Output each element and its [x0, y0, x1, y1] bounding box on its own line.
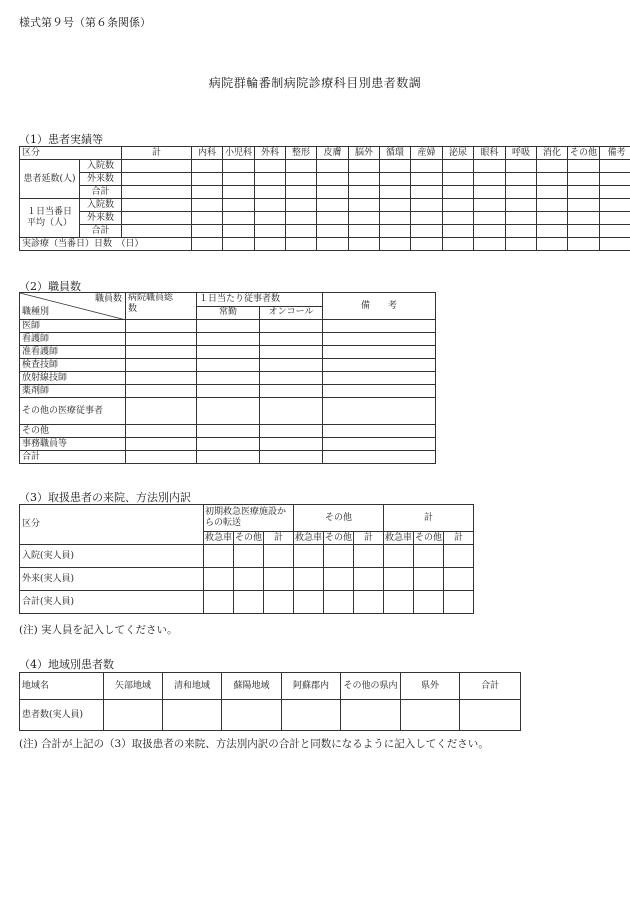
cell[interactable] [264, 568, 294, 591]
cell[interactable] [222, 700, 282, 731]
cell[interactable] [126, 451, 197, 464]
cell[interactable] [282, 700, 341, 731]
cell[interactable] [324, 591, 354, 614]
cell[interactable] [506, 212, 537, 225]
s2-row [20, 359, 436, 372]
s4-col: 清和地域 [163, 673, 222, 700]
cell[interactable] [223, 186, 255, 199]
s1-row [20, 199, 630, 212]
cell[interactable] [204, 545, 234, 568]
cell[interactable] [411, 186, 443, 199]
cell[interactable] [323, 438, 436, 451]
cell[interactable] [126, 385, 197, 398]
s4-col: 合計 [460, 673, 521, 700]
s3-row [20, 545, 474, 568]
cell[interactable] [411, 199, 443, 212]
s3-subcol: 救急車 [295, 532, 323, 543]
cell[interactable] [537, 186, 568, 199]
s2-diag-bottom: 職種別 [22, 307, 50, 317]
s3-group-a: 初期救急医療施設からの転送 [204, 505, 294, 532]
cell[interactable] [411, 212, 443, 225]
cell[interactable] [324, 545, 354, 568]
s2-diagonal-header [20, 293, 126, 320]
s4-note: (注) 合計が上記の（3）取扱患者の来院、方法別内訳の合計と同数になるように記入してください。 [19, 738, 489, 750]
s1-last-row-label: 実診療（当番日）日数 （日） [20, 238, 192, 251]
cell[interactable] [349, 199, 380, 212]
s1-last-row [20, 238, 630, 251]
cell[interactable] [354, 591, 384, 614]
cell[interactable] [384, 591, 414, 614]
cell[interactable] [192, 186, 223, 199]
cell[interactable] [126, 320, 197, 333]
s2-row [20, 451, 436, 464]
s3-subcol: 計 [264, 532, 294, 545]
s2-row-label: 准看護師 [20, 346, 126, 359]
s2-row [20, 372, 436, 385]
s2-diag-top: 職員数 [94, 294, 122, 304]
s2-row-label: その他 [20, 425, 126, 438]
cell[interactable] [255, 160, 286, 173]
cell[interactable] [537, 238, 568, 251]
cell[interactable] [255, 173, 286, 186]
cell[interactable] [443, 212, 474, 225]
cell[interactable] [192, 199, 223, 212]
staff-count-table [19, 292, 436, 464]
cell[interactable] [460, 700, 521, 731]
cell[interactable] [286, 186, 317, 199]
cell[interactable] [349, 160, 380, 173]
cell[interactable] [264, 545, 294, 568]
s1-group2-label [20, 199, 80, 238]
cell[interactable] [600, 160, 630, 173]
cell[interactable] [401, 700, 460, 731]
s2-col-oncall: オンコール [260, 306, 323, 320]
s1-col: 皮膚 [317, 147, 349, 160]
cell[interactable] [317, 199, 349, 212]
section3-heading: （3）取扱患者の来院、方法別内訳 [19, 491, 191, 504]
cell[interactable] [260, 346, 323, 359]
s4-col: 県外 [401, 673, 460, 700]
cell[interactable] [197, 438, 260, 451]
s1-header-row [20, 147, 630, 160]
cell[interactable] [126, 425, 197, 438]
cell[interactable] [354, 545, 384, 568]
cell[interactable] [414, 591, 444, 614]
cell[interactable] [323, 425, 436, 438]
cell[interactable] [474, 225, 506, 238]
cell[interactable] [317, 238, 349, 251]
s1-group2-label-line2: 平均（人） [26, 218, 72, 228]
cell[interactable] [286, 160, 317, 173]
cell[interactable] [600, 212, 630, 225]
s2-col-remarks: 備 考 [323, 293, 436, 320]
s3-row [20, 591, 474, 614]
cell[interactable] [474, 186, 506, 199]
cell[interactable] [192, 238, 223, 251]
cell[interactable] [414, 545, 444, 568]
cell[interactable] [380, 186, 411, 199]
cell[interactable] [255, 238, 286, 251]
s2-col-hospital-line1: 病院職員総 [128, 293, 174, 303]
cell[interactable] [104, 700, 163, 731]
s1-col: 計 [122, 147, 192, 160]
cell[interactable] [600, 186, 630, 199]
s2-row-label: 看護師 [20, 333, 126, 346]
s2-row [20, 425, 436, 438]
cell[interactable] [223, 199, 255, 212]
cell[interactable] [443, 238, 474, 251]
s3-col-kubun: 区分 [20, 505, 204, 545]
cell[interactable] [126, 333, 197, 346]
s2-row [20, 320, 436, 333]
s1-group1-label: 患者延数(人) [20, 160, 80, 199]
s2-col-hospital-line2: 数 [128, 304, 138, 314]
cell[interactable] [384, 545, 414, 568]
cell[interactable] [380, 199, 411, 212]
cell[interactable] [506, 160, 537, 173]
s2-row-label: 放射線技師 [20, 372, 126, 385]
s1-sub-label: 入院数 [80, 160, 122, 173]
cell[interactable] [122, 225, 192, 238]
cell[interactable] [317, 212, 349, 225]
cell[interactable] [600, 225, 630, 238]
cell[interactable] [380, 238, 411, 251]
cell[interactable] [414, 568, 444, 591]
cell[interactable] [380, 160, 411, 173]
s3-row-label: 入院(実人員) [20, 545, 204, 568]
s1-col: 循環 [380, 147, 411, 160]
cell[interactable] [474, 238, 506, 251]
cell[interactable] [444, 568, 474, 591]
cell[interactable] [260, 372, 323, 385]
cell[interactable] [380, 173, 411, 186]
cell[interactable] [568, 212, 600, 225]
cell[interactable] [126, 346, 197, 359]
cell[interactable] [197, 425, 260, 438]
s3-subcol: 救急車 [205, 532, 233, 543]
cell[interactable] [411, 225, 443, 238]
document-title: 病院群輪番制病院診療科目別患者数調 [208, 76, 422, 90]
s1-row [20, 160, 630, 173]
cell[interactable] [260, 333, 323, 346]
cell[interactable] [506, 225, 537, 238]
cell[interactable] [506, 173, 537, 186]
cell[interactable] [264, 591, 294, 614]
cell[interactable] [197, 385, 260, 398]
cell[interactable] [474, 199, 506, 212]
cell[interactable] [223, 238, 255, 251]
s2-row-label: 事務職員等 [20, 438, 126, 451]
cell[interactable] [600, 238, 630, 251]
cell[interactable] [568, 160, 600, 173]
s1-sub-label: 合計 [80, 186, 122, 199]
s1-col: 泌尿 [443, 147, 474, 160]
cell[interactable] [537, 212, 568, 225]
s1-col: 脳外 [349, 147, 380, 160]
s1-col-kubun: 区分 [20, 147, 122, 160]
cell[interactable] [197, 359, 260, 372]
cell[interactable] [192, 225, 223, 238]
form-number: 様式第９号（第６条関係） [19, 16, 151, 29]
patient-results-table [19, 146, 630, 251]
cell[interactable] [380, 212, 411, 225]
cell[interactable] [126, 438, 197, 451]
cell[interactable] [537, 160, 568, 173]
s3-row-label: 合計(実人員) [20, 591, 204, 614]
s4-col: 阿蘇郡内 [282, 673, 341, 700]
cell[interactable] [443, 160, 474, 173]
cell[interactable] [600, 173, 630, 186]
s3-subcol: その他 [325, 532, 353, 543]
s2-row-label: 合計 [20, 451, 126, 464]
cell[interactable] [126, 359, 197, 372]
s2-row-label: 薬剤師 [20, 385, 126, 398]
cell[interactable] [234, 568, 264, 591]
s2-row [20, 333, 436, 346]
cell[interactable] [122, 186, 192, 199]
s1-col: 外科 [255, 147, 286, 160]
s1-col: 呼吸 [506, 147, 537, 160]
s2-col-hospital [126, 293, 197, 320]
cell[interactable] [192, 212, 223, 225]
cell[interactable] [223, 173, 255, 186]
cell[interactable] [122, 212, 192, 225]
s1-col: 整形 [286, 147, 317, 160]
cell[interactable] [255, 225, 286, 238]
cell[interactable] [568, 238, 600, 251]
s3-subcol: 計 [354, 532, 384, 545]
cell[interactable] [568, 173, 600, 186]
cell[interactable] [122, 173, 192, 186]
cell[interactable] [294, 568, 324, 591]
cell[interactable] [223, 212, 255, 225]
s2-row [20, 438, 436, 451]
cell[interactable] [126, 372, 197, 385]
cell[interactable] [317, 225, 349, 238]
s4-row [20, 700, 521, 731]
cell[interactable] [349, 225, 380, 238]
cell[interactable] [349, 212, 380, 225]
s1-col: 消化 [537, 147, 568, 160]
cell[interactable] [163, 700, 222, 731]
s4-col: 蘇陽地域 [222, 673, 282, 700]
cell[interactable] [568, 225, 600, 238]
s1-sub-label: 入院数 [80, 199, 122, 212]
cell[interactable] [324, 568, 354, 591]
cell[interactable] [204, 591, 234, 614]
cell[interactable] [317, 186, 349, 199]
admission-method-table [19, 504, 474, 614]
cell[interactable] [317, 160, 349, 173]
s2-header-row1 [20, 293, 436, 307]
s1-col: その他 [568, 147, 600, 160]
cell[interactable] [537, 199, 568, 212]
s3-subcol: 計 [444, 532, 474, 545]
regional-patients-table [19, 672, 521, 731]
cell[interactable] [349, 173, 380, 186]
cell[interactable] [443, 173, 474, 186]
s1-col: 産婦 [411, 147, 443, 160]
cell[interactable] [260, 398, 323, 425]
cell[interactable] [444, 545, 474, 568]
s2-row-label: 医師 [20, 320, 126, 333]
cell[interactable] [197, 320, 260, 333]
cell[interactable] [294, 545, 324, 568]
cell[interactable] [286, 199, 317, 212]
cell[interactable] [443, 225, 474, 238]
s2-row-label: 検査技師 [20, 359, 126, 372]
cell[interactable] [568, 186, 600, 199]
cell[interactable] [286, 238, 317, 251]
s3-subcol: その他 [235, 532, 263, 543]
cell[interactable] [380, 225, 411, 238]
s4-col: 矢部地域 [104, 673, 163, 700]
s4-col: その他の県内 [341, 673, 401, 700]
cell[interactable] [600, 199, 630, 212]
s3-subcol: 救急車 [385, 532, 413, 543]
cell[interactable] [349, 238, 380, 251]
cell[interactable] [286, 173, 317, 186]
s1-group2-label-line1: １日当番日 [26, 207, 72, 217]
s3-header-row1 [20, 505, 474, 532]
cell[interactable] [568, 199, 600, 212]
cell[interactable] [411, 238, 443, 251]
cell[interactable] [384, 568, 414, 591]
cell[interactable] [197, 372, 260, 385]
s1-row [20, 212, 630, 225]
s4-header-label: 地域名 [20, 673, 104, 700]
s1-sub-label: 合計 [80, 225, 122, 238]
cell[interactable] [323, 333, 436, 346]
cell[interactable] [286, 212, 317, 225]
s3-group-b: その他 [294, 505, 384, 532]
cell[interactable] [537, 225, 568, 238]
cell[interactable] [260, 451, 323, 464]
cell[interactable] [506, 186, 537, 199]
s1-col: 備考 [600, 147, 630, 160]
cell[interactable] [341, 700, 401, 731]
cell[interactable] [349, 186, 380, 199]
cell[interactable] [474, 173, 506, 186]
cell[interactable] [411, 173, 443, 186]
section2-heading: （2）職員数 [19, 280, 81, 293]
cell[interactable] [354, 568, 384, 591]
cell[interactable] [323, 398, 436, 425]
cell[interactable] [323, 346, 436, 359]
cell[interactable] [192, 173, 223, 186]
cell[interactable] [323, 359, 436, 372]
cell[interactable] [474, 212, 506, 225]
s3-row [20, 568, 474, 591]
s1-col: 小児科 [223, 147, 255, 160]
cell[interactable] [197, 398, 260, 425]
cell[interactable] [223, 160, 255, 173]
s1-col: 眼科 [474, 147, 506, 160]
cell[interactable] [223, 225, 255, 238]
s2-col-daily: １日当たり従事者数 [197, 293, 323, 307]
cell[interactable] [197, 451, 260, 464]
s2-row [20, 385, 436, 398]
cell[interactable] [122, 199, 192, 212]
cell[interactable] [126, 398, 197, 425]
cell[interactable] [294, 591, 324, 614]
cell[interactable] [234, 591, 264, 614]
cell[interactable] [323, 320, 436, 333]
cell[interactable] [122, 160, 192, 173]
cell[interactable] [255, 186, 286, 199]
cell[interactable] [234, 545, 264, 568]
cell[interactable] [255, 212, 286, 225]
cell[interactable] [260, 359, 323, 372]
cell[interactable] [443, 186, 474, 199]
cell[interactable] [443, 199, 474, 212]
cell[interactable] [323, 385, 436, 398]
cell[interactable] [411, 160, 443, 173]
s3-row-label: 外来(実人員) [20, 568, 204, 591]
s3-subcol: その他 [415, 532, 443, 543]
s1-sub-label: 外来数 [80, 173, 122, 186]
s2-row [20, 346, 436, 359]
cell[interactable] [260, 320, 323, 333]
s2-row [20, 398, 436, 425]
s1-row [20, 186, 630, 199]
cell[interactable] [286, 225, 317, 238]
cell[interactable] [506, 199, 537, 212]
s1-sub-label: 外来数 [80, 212, 122, 225]
section1-heading: （1）患者実績等 [19, 133, 103, 146]
s3-note: (注) 実人員を記入してください。 [19, 624, 178, 636]
cell[interactable] [474, 160, 506, 173]
cell[interactable] [255, 199, 286, 212]
cell[interactable] [444, 591, 474, 614]
cell[interactable] [323, 451, 436, 464]
cell[interactable] [260, 385, 323, 398]
s4-header-row [20, 673, 521, 700]
cell[interactable] [323, 372, 436, 385]
cell[interactable] [197, 333, 260, 346]
cell[interactable] [537, 173, 568, 186]
cell[interactable] [260, 425, 323, 438]
cell[interactable] [260, 438, 323, 451]
cell[interactable] [197, 346, 260, 359]
section4-heading: （4）地域別患者数 [19, 658, 114, 671]
s4-row-label: 患者数(実人員) [20, 700, 104, 731]
cell[interactable] [192, 160, 223, 173]
cell[interactable] [204, 568, 234, 591]
cell[interactable] [317, 173, 349, 186]
s1-row [20, 173, 630, 186]
s1-col: 内科 [192, 147, 223, 160]
s2-col-fulltime: 常勤 [197, 306, 260, 320]
s3-group-c: 計 [384, 505, 474, 532]
s2-row-label: その他の医療従事者 [20, 398, 126, 425]
cell[interactable] [506, 238, 537, 251]
s1-row [20, 225, 630, 238]
